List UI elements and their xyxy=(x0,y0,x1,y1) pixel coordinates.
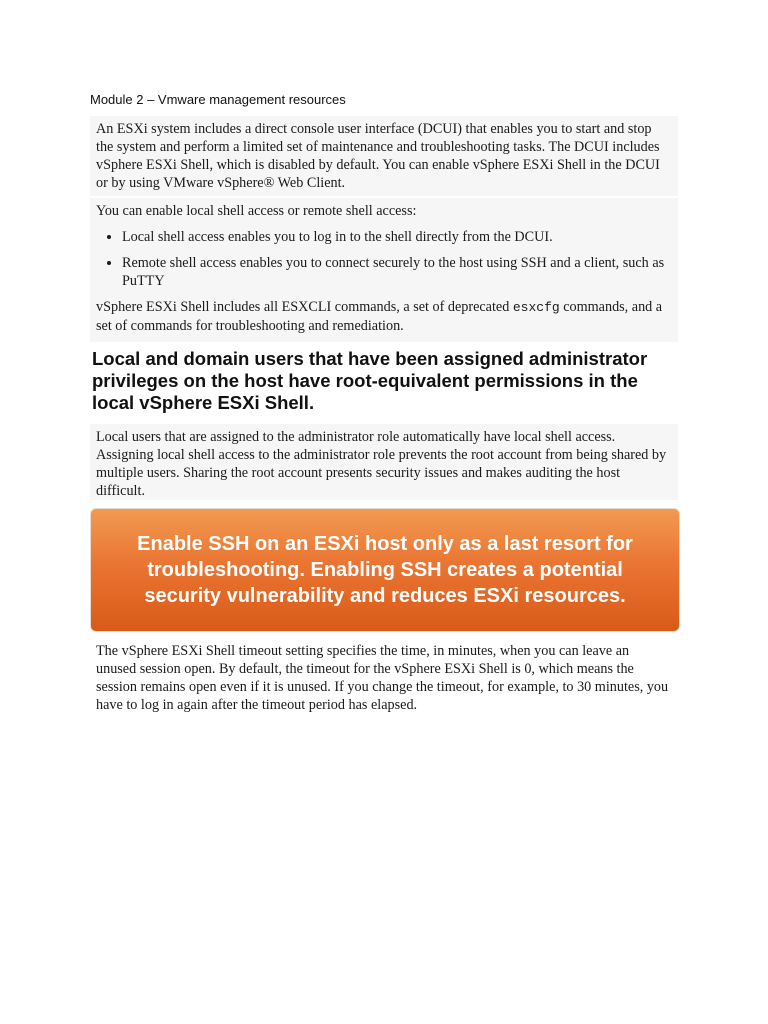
module-title: Module 2 – Vmware management resources xyxy=(90,92,346,107)
permissions-headline: Local and domain users that have been assigned administrator privileges on the host have root-equivalent permissions in the local vSphere ESXi Shell. xyxy=(92,348,648,413)
esxcfg-code: esxcfg xyxy=(512,300,560,315)
commands-text-post: commands, and a set of commands for troubleshooting and remediation. xyxy=(96,299,663,334)
local-users-paragraph: Local users that are assigned to the administrator role automatically have local shell access. Assigning local shell access to the administrator role prevents the root account from being shared by multiple users. Sharing the root account presents security issues and makes auditing the host difficult. xyxy=(96,429,667,499)
commands-text-pre: vSphere ESXi Shell includes all ESXCLI commands, a set of deprecated xyxy=(96,299,513,315)
timeout-section xyxy=(90,640,678,722)
shell-access-lead: You can enable local shell access or remote shell access: xyxy=(96,203,417,219)
shell-access-section xyxy=(90,198,678,342)
timeout-paragraph: The vSphere ESXi Shell timeout setting specifies the time, in minutes, when you can leave an unused session open. By default, the timeout for the vSphere ESXi Shell is 0, which means the session remains open even if it is unused. If you change the timeout, for example, to 30 minutes, you have to log in again after the timeout period has elapsed. xyxy=(96,643,669,713)
intro-paragraph: An ESXi system includes a direct console user interface (DCUI) that enables you to start and stop the system and perform a limited set of maintenance and troubleshooting tasks. The DCUI includes vSphere ESXi Shell, which is disabled by default. You can enable vSphere ESXi Shell in the DCUI or by using VMware vSphere® Web Client. xyxy=(96,121,660,191)
ssh-warning-banner xyxy=(90,508,680,632)
shell-access-list xyxy=(96,228,672,290)
commands-paragraph xyxy=(96,298,672,335)
ssh-warning-text: Enable SSH on an ESXi host only as a last resort for troubleshooting. Enabling SSH creates a potential security vulnerability and reduces ESXi resources. xyxy=(137,533,633,607)
intro-section xyxy=(90,116,678,196)
list-item: • Remote shell access enables you to connect securely to the host using SSH and a client, such as PuTTY xyxy=(122,254,672,290)
list-item: • Local shell access enables you to log in to the shell directly from the DCUI. xyxy=(122,228,672,246)
headline-section xyxy=(90,346,678,418)
local-users-section xyxy=(90,424,678,500)
